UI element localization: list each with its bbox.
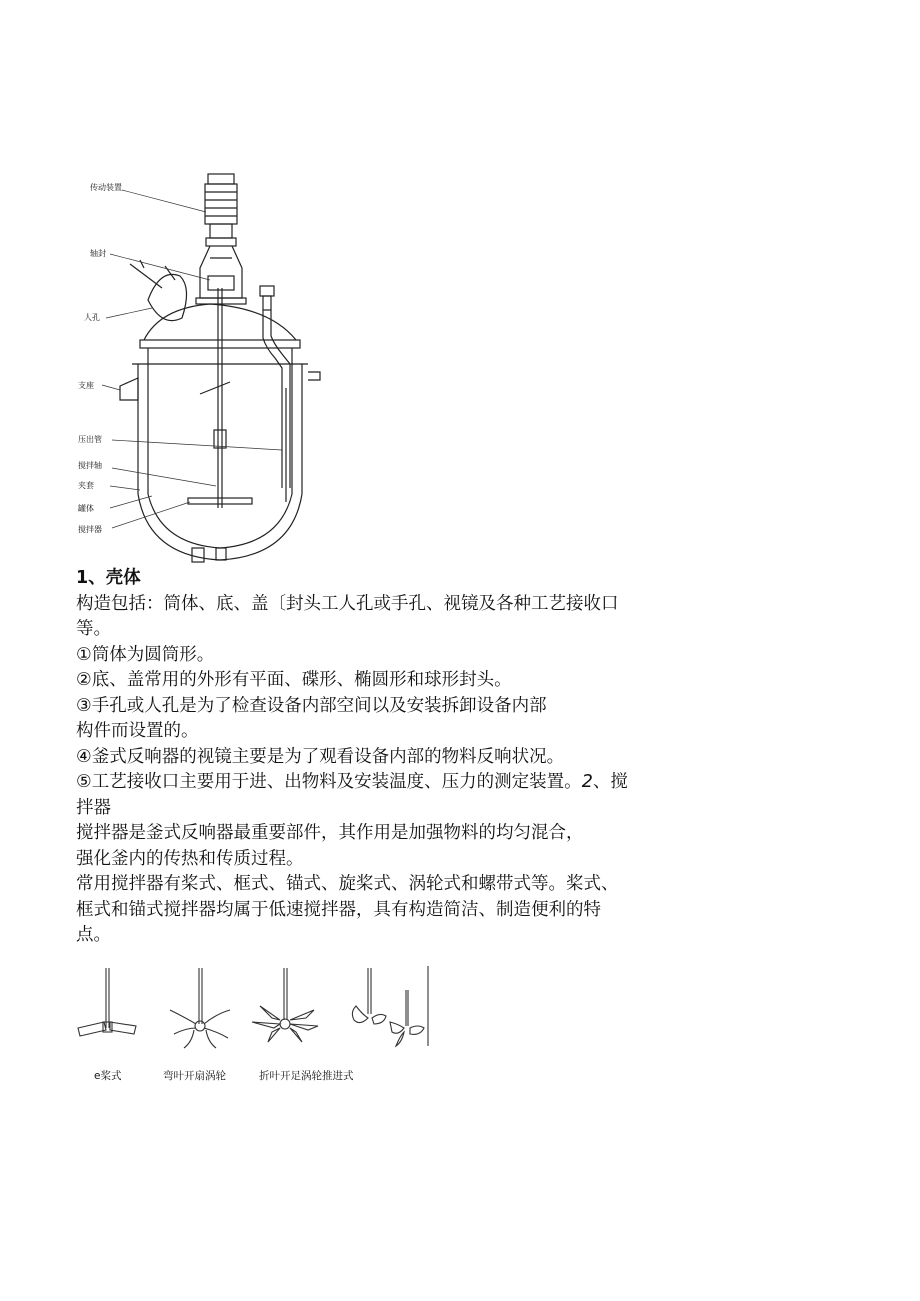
paddle-impeller (78, 968, 136, 1036)
label-manhole: 人孔 (84, 313, 100, 322)
list-item-4: ④釜式反响器的视镜主要是为了观看设备内部的物料反响状况。 (76, 746, 565, 767)
list-item-2: ②底、盖常用的外形有平面、碟形、椭圆形和球形封头。 (76, 670, 512, 690)
paragraph-structure-cont: 等。 (76, 619, 111, 639)
paragraph-types: 常用搅拌器有桨式、框式、锚式、旋桨式、涡轮式和螺带式等。桨式、 (76, 874, 619, 894)
curved-turbine-impeller (170, 968, 230, 1048)
motor-cap (208, 174, 234, 184)
reactor-diagram (70, 168, 340, 568)
section-number-2: 2 (581, 772, 593, 792)
agitator-blade (188, 498, 252, 504)
list-item-3: ③手孔或人孔是为了检查设备内部空间以及安装拆卸设备内部 (76, 695, 547, 716)
label-outlet-pipe: 压出管 (78, 435, 102, 444)
section-heading-2-cont: 拌器 (76, 797, 111, 818)
pitched-turbine-impeller (252, 968, 318, 1042)
label-shaft: 搅拌轴 (78, 461, 102, 470)
label-agitator: 搅拌器 (78, 525, 102, 534)
list-item-1: ①筒体为圆筒形。 (76, 644, 215, 665)
impeller-illustrations (74, 966, 434, 1056)
caption-pitched-turbine-propeller: 折叶开足涡轮推进式 (259, 1070, 354, 1082)
paragraph-agitator: 搅拌器是釜式反响器最重要部件，其作用是加强物料的均匀混合， (76, 823, 584, 843)
document-body (76, 566, 676, 949)
section-heading-1: 1、壳体 (76, 568, 141, 588)
paragraph-agitator-cont: 强化釜内的传热和传质过程。 (76, 848, 304, 869)
motor (205, 184, 237, 224)
caption-paddle: e桨式 (94, 1070, 122, 1082)
label-support: 支座 (78, 381, 94, 390)
gearbox (210, 224, 232, 238)
label-jacket: 夹套 (78, 481, 94, 490)
label-vessel: 罐体 (78, 504, 94, 513)
list-item-3-cont: 构件而设置的。 (76, 721, 199, 741)
caption-curved-turbine: 弯叶开扇涡轮 (163, 1070, 226, 1082)
paragraph-types-cont: 框式和锚式搅拌器均属于低速搅拌器，具有构造简洁、制造便利的特 (76, 899, 601, 920)
label-drive: 传动装置 (90, 183, 122, 192)
paragraph-types-end: 点。 (76, 925, 111, 945)
support-bracket (120, 378, 138, 400)
propeller-impeller (352, 966, 428, 1046)
label-seal: 轴封 (90, 249, 106, 258)
paragraph-structure: 构造包括：筒体、底、盖〔封头工人孔或手孔、视镜及各种工艺接收口 (76, 593, 619, 614)
list-item-5: ⑤工艺接收口主要用于进、出物料及安装温度、压力的测定装置。2、搅 (76, 772, 628, 792)
